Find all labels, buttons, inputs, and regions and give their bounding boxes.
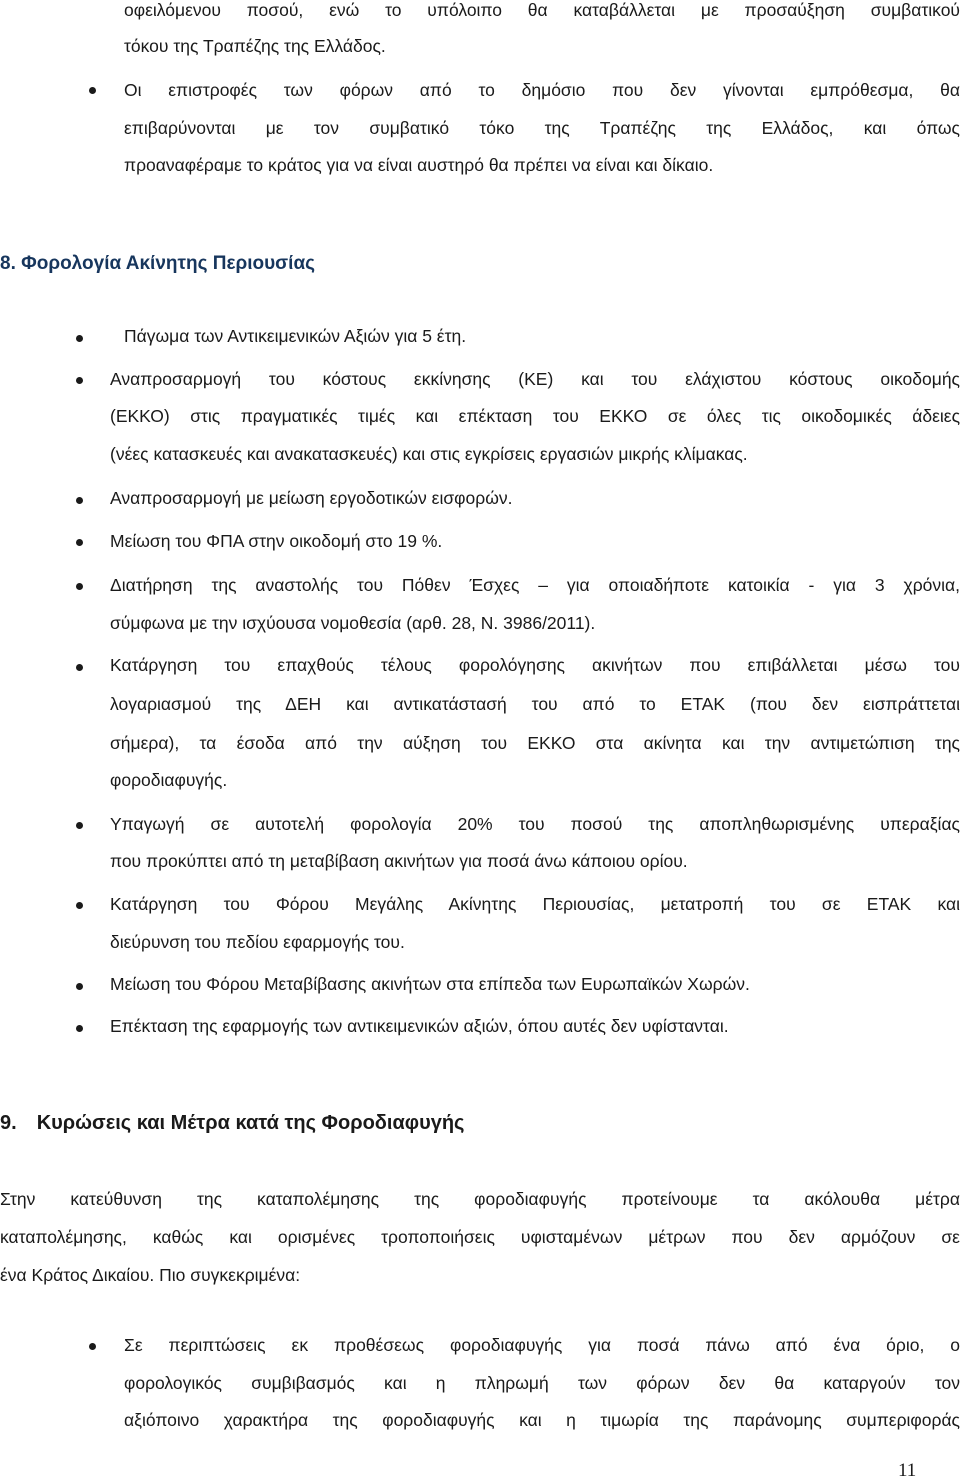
section-number: 9.: [0, 1112, 17, 1134]
bullet-icon: [76, 497, 83, 504]
text-line: Μείωση του ΦΠΑ στην οικοδομή στο 19 %.: [110, 531, 443, 551]
text-line: Πάγωμα των Αντικειμενικών Αξιών για 5 έτη.: [124, 326, 467, 346]
text-line: (νέες κατασκευές και ανακατασκευές) και στις εγκρίσεις εργασιών μικρής κλίμακας.: [110, 444, 748, 464]
text-line: Στην κατεύθυνση της καταπολέμησης της φοροδιαφυγής προτείνουμε τα ακόλουθα μέτρα: [0, 1189, 960, 1209]
page-number: 11: [898, 1460, 917, 1481]
text-line: Υπαγωγή σε αυτοτελή φορολογία 20% του ποσού της αποπληθωρισμένης υπεραξίας: [110, 814, 960, 834]
text-line: που προκύπτει από τη μεταβίβαση ακινήτων για ποσά άνω κάποιου ορίου.: [110, 851, 688, 871]
text-line: αξιόποινο χαρακτήρα της φοροδιαφυγής και η τιμωρία της παράνομης συμπεριφοράς: [124, 1410, 960, 1430]
text-line: Μείωση του Φόρου Μεταβίβασης ακινήτων στα επίπεδα των Ευρωπαϊκών Χωρών.: [110, 974, 750, 994]
bullet-icon: [76, 822, 83, 829]
text-line: φορολογικός συμβιβασμός και η πληρωμή των φόρων δεν θα καταργούν τον: [124, 1373, 960, 1393]
text-line: Σε περιπτώσεις εκ προθέσεως φοροδιαφυγής για ποσά πάνω από ένα όριο, ο: [124, 1335, 960, 1355]
text-line: λογαριασμού της ΔΕΗ και αντικατάστασή του από το ΕΤΑΚ (που δεν εισπράττεται: [110, 694, 960, 714]
section-title: Κυρώσεις και Μέτρα κατά της Φοροδιαφυγής: [36, 1112, 465, 1134]
text-line: διεύρυνση του πεδίου εφαρμογής του.: [110, 932, 405, 952]
text-line: τόκου της Τραπέζης της Ελλάδος.: [124, 36, 386, 56]
text-line: Αναπροσαρμογή με μείωση εργοδοτικών εισφορών.: [110, 488, 513, 508]
text-line: (ΕΚΚΟ) στις πραγματικές τιμές και επέκταση του ΕΚΚΟ σε όλες τις οικοδομικές άδειες: [110, 406, 960, 426]
text-line: οφειλόμενου ποσού, ενώ το υπόλοιπο θα καταβάλλεται με προσαύξηση συμβατικού: [124, 0, 960, 20]
text-line: Κατάργηση του Φόρου Μεγάλης Ακίνητης Περιουσίας, μετατροπή του σε ΕΤΑΚ και: [110, 894, 960, 914]
section-heading: [0, 1112, 464, 1135]
text-line: σήμερα), τα έσοδα από την αύξηση του ΕΚΚΟ στα ακίνητα και την αντιμετώπιση της: [110, 733, 960, 753]
text-line: ένα Κράτος Δικαίου. Πιο συγκεκριμένα:: [0, 1265, 301, 1285]
bullet-icon: [76, 902, 83, 909]
bullet-icon: [89, 1343, 96, 1350]
bullet-icon: [76, 983, 83, 990]
bullet-icon: [76, 377, 83, 384]
text-line: Διατήρηση της αναστολής του Πόθεν Έσχες – για οποιαδήποτε κατοικία - για 3 χρόνια,: [110, 575, 960, 595]
text-line: σύμφωνα με την ισχύουσα νομοθεσία (αρθ. 28, Ν. 3986/2011).: [110, 613, 596, 633]
text-line: προαναφέραμε το κράτος για να είναι αυστηρό θα πρέπει να είναι και δίκαιο.: [124, 155, 714, 175]
text-line: Επέκταση της εφαρμογής των αντικειμενικών αξιών, όπου αυτές δεν υφίστανται.: [110, 1016, 729, 1036]
bullet-icon: [89, 87, 96, 94]
text-line: καταπολέμησης, καθώς και ορισμένες τροποποιήσεις υφισταμένων μέτρων που δεν αρμόζουν σε: [0, 1227, 960, 1247]
text-line: Αναπροσαρμογή του κόστους εκκίνησης (ΚΕ) και του ελάχιστου κόστους οικοδομής: [110, 369, 960, 389]
text-line: επιβαρύνονται με τον συμβατικό τόκο της Τραπέζης της Ελλάδος, και όπως: [124, 118, 960, 138]
bullet-icon: [76, 539, 83, 546]
text-line: Οι επιστροφές των φόρων από το δημόσιο που δεν γίνονται εμπρόθεσμα, θα: [124, 80, 960, 100]
bullet-icon: [76, 335, 83, 342]
bullet-icon: [76, 583, 83, 590]
text-line: φοροδιαφυγής.: [110, 770, 228, 790]
bullet-icon: [76, 664, 83, 671]
bullet-icon: [76, 1025, 83, 1032]
text-line: Κατάργηση του επαχθούς τέλους φορολόγησης ακινήτων που επιβάλλεται μέσω του: [110, 655, 960, 675]
section-heading: 8. Φορολογία Ακίνητης Περιουσίας: [0, 253, 316, 274]
